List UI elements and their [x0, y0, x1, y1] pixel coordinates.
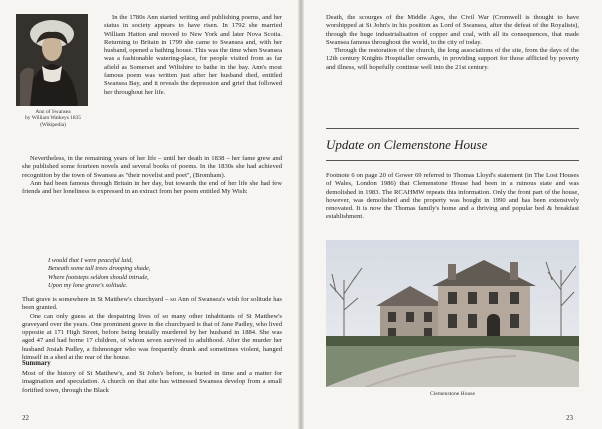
page-number-left: 22 — [22, 414, 29, 422]
restoration-paragraph: Through the restoration of the church, the long associations of the site, from the days of the 12th century Knights Hospitaller onwards, in providing support for those afflicted by poverty and illness, will hopefully continue well into the 21st century. — [326, 47, 579, 71]
intro-paragraph-block — [104, 14, 282, 97]
caption-line: (Wikipedia) — [40, 121, 66, 128]
nevertheless-paragraph: Nevertheless, in the remaining years of her life – until her death in 1838 – her fame grew and she published some fourteen novels and several books of poems. In the 1830s she had achieved recognition by the town of Swansea as "their novelist and poet", (Bromham). — [22, 155, 282, 179]
photo-caption: Clemenstone House — [430, 391, 475, 397]
poem-line: Upon my lone grave's solitude. — [48, 281, 128, 289]
poem-line: I would that I were peaceful laid, — [48, 257, 133, 264]
update-paragraph: Footnote 6 on page 20 of Gower 69 referred to Thomas Lloyd's statement (in The Lost Houses of Wales, London 1986) that Clemenstone House had been in a ruinous state and was demolished in 1983. The RCAHMW repeats this information. Only the front part of the house, however, was demolished and the property was bought in 1990 and has been extensively renovated. It is now the Thomas family's home and a thriving and popular bed & breakfast establishment. — [326, 172, 579, 221]
left-lower-block — [22, 296, 282, 362]
book-gutter — [298, 0, 304, 429]
intro-paragraph: In the 1780s Ann started writing and publishing poems, and her status in society appears to have risen. In 1792 she married William Hatton and moved to New York and later Nova Scotia. Returning to Britain in 1799 she came to Swansea and, with her husband, opened a bathing house. This was the time when Swansea was a fashionable watering-place, for people visited from as far afield as Somerset and Wiltshire to bathe in the bay. Ann's most famous poem was written just after her husband died, entitled Swansea Bay, and it reveals the depression and grief that followed her throughout her life. — [104, 14, 282, 96]
poem-line: Where footsteps seldom should intrude, — [48, 273, 149, 281]
heading-underline — [326, 160, 579, 161]
portrait-caption — [10, 109, 96, 128]
page-number-right: 23 — [566, 414, 573, 422]
update-heading: Update on Clemenstone House — [326, 137, 488, 152]
ann-of-swansea-portrait — [16, 14, 88, 106]
caption-line: by William Watkeys 1835 — [25, 115, 81, 122]
poem-my-wish — [48, 257, 150, 290]
britain-paragraph: Ann had been famous through Britain in her day, but towards the end of her life she had few friends and her loneliness is expressed in an extract from her poem entitled My Wish: — [22, 179, 282, 196]
death-paragraph: Death, the scourges of the Middle Ages, the Civil War (Cromwell is thought to have worshipped at St John's in his position as Lord of Swansea, after the defeat of the Royalists), through the huge industrialisation of copper and coal, with all its consequences, that made Swansea famous throughout the world, to the city of today. — [326, 14, 579, 46]
update-text-block — [326, 172, 579, 222]
summary-paragraph: Most of the history of St Matthew's, and St John's before, is buried in time and a matter for imagination and speculation. A church on that site has witnessed Swansea develop from a small fortified town, through the Black — [22, 370, 282, 394]
grave-paragraph: That grave is somewhere in St Matthew's churchyard – so Ann of Swansea's wish for solitude has been granted. — [22, 296, 282, 312]
history-paragraph: One can only guess at the despairing lives of so many other inhabitants of St Matthew's graveyard over the years. One prominent grave in the churchyard is that of Jane Padley, who lived opposite at 171 High Street, before being brutally murdered by her husband in 1884. She was aged 47 and had borne 17 children, of whom seven survived to adulthood. After the murder her husband Josiah Padley, a fishmonger who was frequently drunk and sometimes violent, hanged himself in a shed at the rear of the house. — [22, 312, 282, 362]
summary-block — [22, 370, 282, 395]
caption-line: Ann of Swansea — [35, 109, 71, 115]
summary-heading: Summary — [22, 360, 51, 367]
left-body-block — [22, 155, 282, 196]
section-divider — [326, 128, 579, 129]
right-top-block — [326, 14, 579, 72]
clemenstone-house-photo — [326, 240, 579, 387]
poem-line: Beneath some tall trees drooping shade, — [48, 265, 151, 273]
